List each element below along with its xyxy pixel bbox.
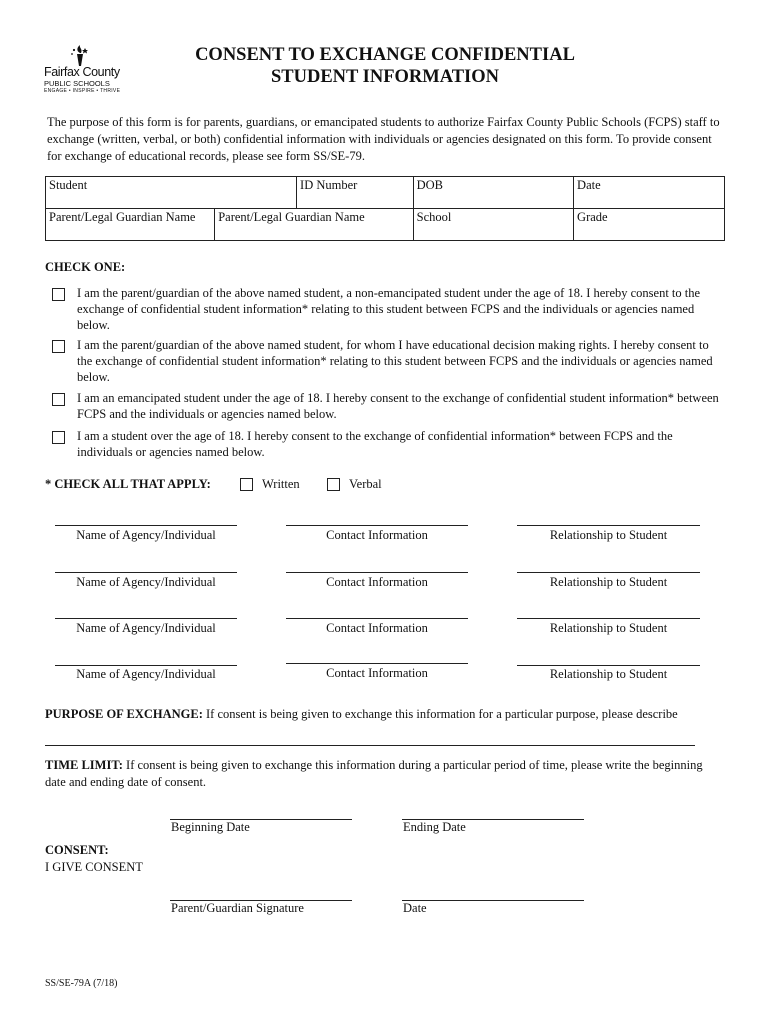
- time-limit-label: TIME LIMIT:: [45, 758, 123, 772]
- option-3-checkbox[interactable]: [52, 393, 65, 406]
- contact-caption-1: Contact Information: [326, 528, 428, 542]
- consent-text: I GIVE CONSENT: [45, 860, 143, 874]
- guardian-name-field-2[interactable]: Parent/Legal Guardian Name: [215, 209, 413, 241]
- check-one-heading: CHECK ONE:: [45, 260, 126, 274]
- option-2-checkbox[interactable]: [52, 340, 65, 353]
- contact-line-4[interactable]: [286, 663, 468, 664]
- agency-caption-1: Name of Agency/Individual: [76, 528, 216, 542]
- agency-line-1[interactable]: [55, 525, 237, 526]
- fcps-logo: [42, 45, 122, 100]
- option-2-text: I am the parent/guardian of the above named student, for whom I have educational decision making rights. I hereby consent to the exchange of confidential student information* relating to this student between FCPS and the individuals or agencies named below.: [77, 338, 713, 384]
- form-title-line2: STUDENT INFORMATION: [270, 67, 500, 87]
- contact-caption-2: Contact Information: [326, 575, 428, 589]
- written-label: Written: [262, 477, 300, 491]
- relationship-line-4[interactable]: [517, 665, 700, 666]
- torch-icon: [66, 45, 94, 67]
- verbal-label: Verbal: [349, 477, 382, 491]
- student-field[interactable]: Student: [46, 177, 297, 209]
- agency-line-3[interactable]: [55, 618, 237, 619]
- agency-caption-3: Name of Agency/Individual: [76, 621, 216, 635]
- written-checkbox[interactable]: [240, 478, 253, 491]
- beginning-date-label: Beginning Date: [171, 820, 250, 834]
- contact-line-2[interactable]: [286, 572, 468, 573]
- contact-caption-3: Contact Information: [326, 621, 428, 635]
- signature-date-label: Date: [403, 901, 427, 915]
- option-3-text: I am an emancipated student under the age of 18. I hereby consent to the exchange of confidential student information* between FCPS and the individuals or agencies named below.: [77, 391, 719, 421]
- signature-label: Parent/Guardian Signature: [171, 901, 304, 915]
- relationship-line-3[interactable]: [517, 618, 700, 619]
- logo-tagline: ENGAGE • INSPIRE • THRIVE: [44, 88, 121, 94]
- school-field[interactable]: School: [413, 209, 573, 241]
- student-info-table: [45, 176, 725, 241]
- relationship-caption-1: Relationship to Student: [549, 528, 668, 542]
- dob-field[interactable]: DOB: [413, 177, 573, 209]
- check-all-heading: * CHECK ALL THAT APPLY:: [45, 477, 211, 491]
- option-1-text: I am the parent/guardian of the above named student, a non-emancipated student under the age of 18. I hereby consent to the exchange of confidential student information* relating to this student between FCPS and the individuals or agencies named below.: [77, 286, 701, 332]
- grade-field[interactable]: Grade: [574, 209, 725, 241]
- ending-date-label: Ending Date: [403, 820, 466, 834]
- agency-caption-4: Name of Agency/Individual: [76, 667, 216, 681]
- logo-name: Fairfax County: [44, 65, 120, 79]
- form-number: SS/SE-79A (7/18): [45, 978, 118, 989]
- agency-caption-2: Name of Agency/Individual: [76, 575, 216, 589]
- logo-subtitle: PUBLIC SCHOOLS: [44, 79, 110, 88]
- contact-line-1[interactable]: [286, 525, 468, 526]
- signature-date-line[interactable]: [402, 900, 584, 901]
- consent-heading: CONSENT:: [45, 843, 109, 857]
- option-4-checkbox[interactable]: [52, 431, 65, 444]
- agency-line-2[interactable]: [55, 572, 237, 573]
- relationship-caption-4: Relationship to Student: [549, 667, 668, 681]
- relationship-caption-3: Relationship to Student: [549, 621, 668, 635]
- date-field[interactable]: Date: [574, 177, 725, 209]
- relationship-line-2[interactable]: [517, 572, 700, 573]
- contact-line-3[interactable]: [286, 618, 468, 619]
- agency-line-4[interactable]: [55, 665, 237, 666]
- option-4-text: I am a student over the age of 18. I hereby consent to the exchange of confidential information* between FCPS and the individuals or agencies named below.: [77, 429, 673, 459]
- purpose-line[interactable]: [45, 745, 695, 746]
- relationship-caption-2: Relationship to Student: [549, 575, 668, 589]
- time-limit: [45, 757, 725, 791]
- contact-caption-4: Contact Information: [326, 666, 428, 680]
- intro-paragraph: The purpose of this form is for parents, guardians, or emancipated students to authorize Fairfax County Public Schools (FCPS) staff to exchange (written, verbal, or both) confidential information with individuals or agencies designated on this form. To provide consent for exchange of educational records, please see form SS/SE-79.: [47, 115, 720, 163]
- verbal-checkbox[interactable]: [327, 478, 340, 491]
- time-limit-text: If consent is being given to exchange this information during a particular period of time, please write the beginning date and ending date of consent.: [45, 758, 703, 789]
- id-number-field[interactable]: ID Number: [297, 177, 414, 209]
- purpose-text: If consent is being given to exchange this information for a particular purpose, please describe: [202, 707, 678, 721]
- purpose-of-exchange: [45, 706, 735, 723]
- form-title-line1: CONSENT TO EXCHANGE CONFIDENTIAL: [195, 45, 575, 65]
- guardian-name-field-1[interactable]: Parent/Legal Guardian Name: [46, 209, 215, 241]
- option-1-checkbox[interactable]: [52, 288, 65, 301]
- purpose-label: PURPOSE OF EXCHANGE:: [45, 707, 203, 721]
- relationship-line-1[interactable]: [517, 525, 700, 526]
